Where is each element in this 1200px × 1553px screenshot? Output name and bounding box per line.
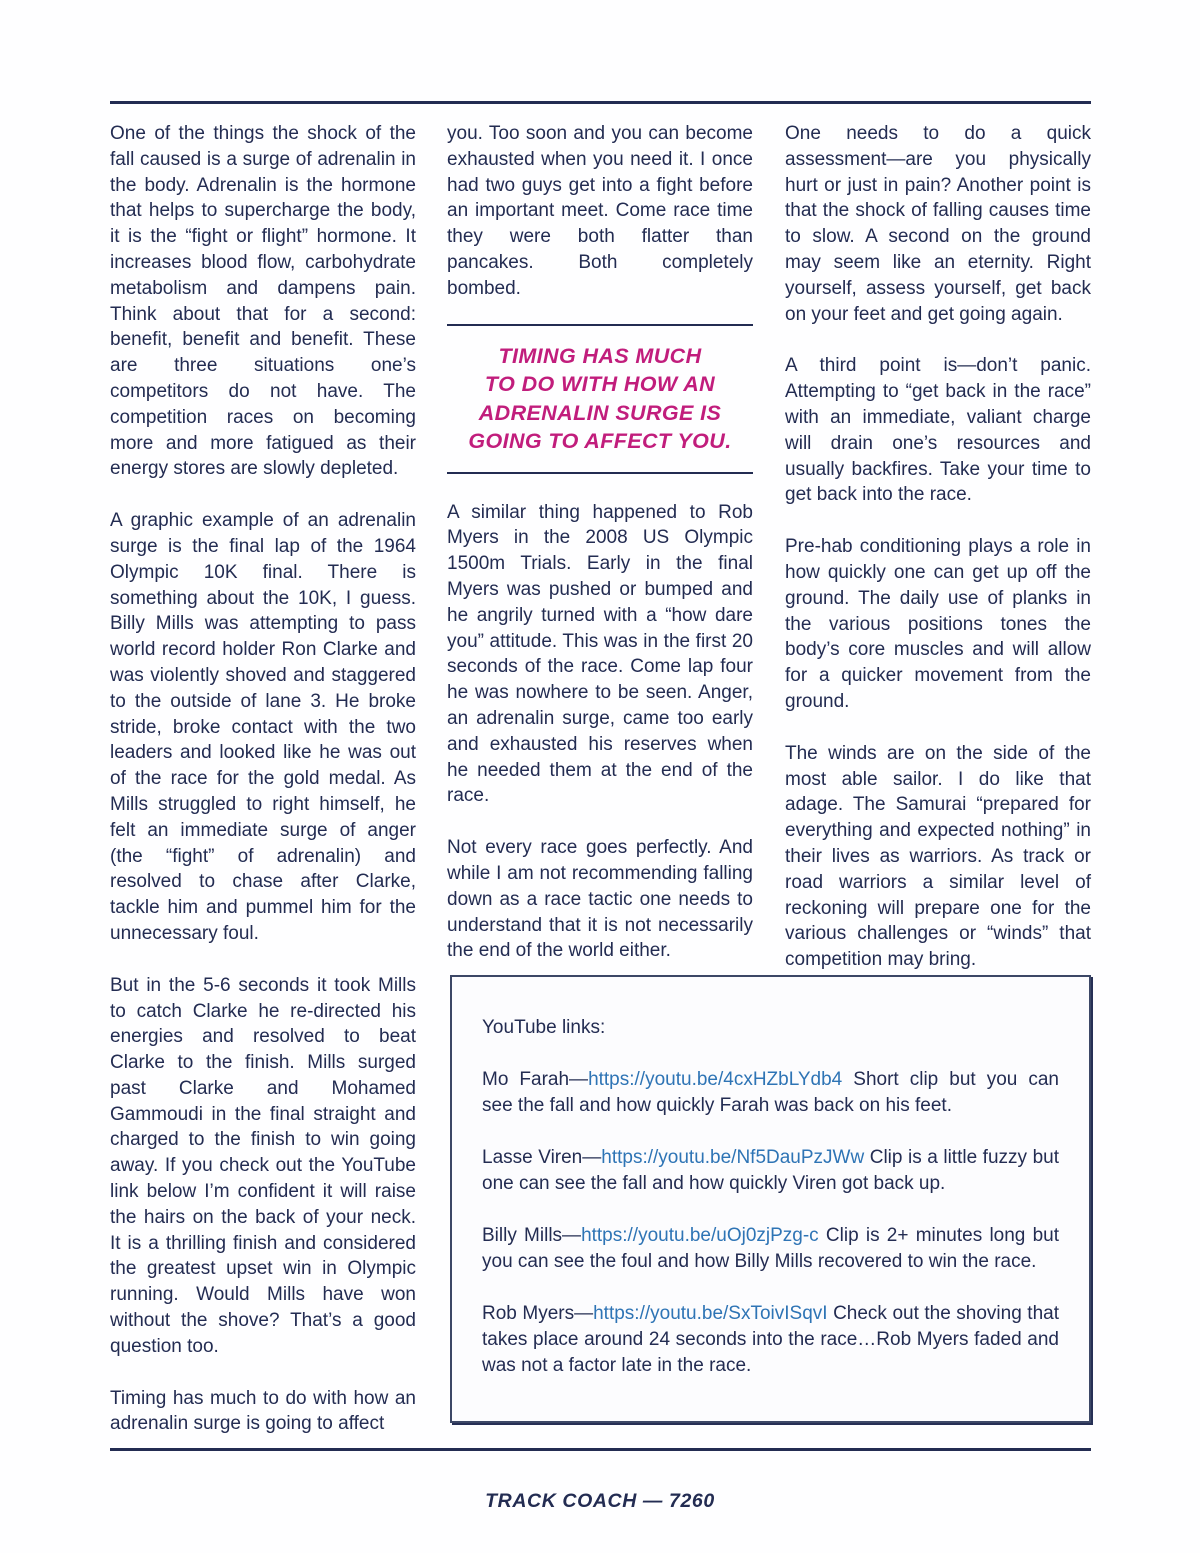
body-paragraph: But in the 5-6 seconds it took Mills to catch Clarke he re-directed his energies and resolved to beat Clarke to the finish. Mills surged past Clarke and Mohamed Gammoudi in the final straight and charged to the finish to win going away. If you check out the YouTube link below I’m confident it will raise the hairs on the back of your neck. It is a thrilling finish and considered the greatest upset win in Olympic running. Would Mills have won without the shove? That’s a good question too. <box>110 974 416 1357</box>
link-prefix: Rob Myers— <box>482 1303 594 1324</box>
link-description: Short clip but you can see the fall and how quickly Farah was back on his feet. <box>482 1069 1059 1116</box>
link-prefix: Billy Mills— <box>482 1225 582 1246</box>
pull-quote-rule-top <box>447 324 753 326</box>
body-paragraph: A third point is—don’t panic. Attempting to “get back in the race” with an immediate, valiant charge will drain one’s resources and usually backfires. Take your time to get back into the race. <box>785 355 1091 506</box>
body-paragraph: A similar thing happened to Rob Myers in the 2008 US Olympic 1500m Trials. Early in the final Myers was pushed or bumped and he angrily turned with a “how dare you” attitude. This was in the first 20 seconds of the race. Come lap four he was nowhere to be seen. Anger, an adrenalin surge, came too early and exhausted his reserves when he needed them at the end of the race. <box>447 501 753 807</box>
column-3 <box>785 121 1091 999</box>
pull-quote-line: TIMING HAS MUCH <box>498 343 702 368</box>
link-prefix: Lasse Viren— <box>482 1147 602 1168</box>
youtube-link-item <box>482 1145 1059 1197</box>
pull-quote-line: GOING TO AFFECT YOU. <box>468 429 732 454</box>
youtube-links-heading: YouTube links: <box>482 1017 606 1038</box>
body-paragraph: Not every race goes perfectly. And while I am not recommending falling down as a race tactic one needs to understand that it is not necessarily the end of the world either. <box>447 837 753 962</box>
pull-quote-line: ADRENALIN SURGE IS <box>478 400 722 425</box>
lasse-viren-link[interactable]: https://youtu.be/Nf5DauPzJWw <box>601 1147 865 1168</box>
body-paragraph: Timing has much to do with how an adrenalin surge is going to affect <box>110 1387 416 1435</box>
rob-myers-link[interactable]: https://youtu.be/SxToivISqvI <box>593 1303 828 1324</box>
pull-quote-rule-bottom <box>447 472 753 474</box>
body-paragraph: A graphic example of an adrenalin surge is the final lap of the 1964 Olympic 10K final. There is something about the 10K, I guess. Billy Mills was attempting to pass world record holder Ron Clarke and was violently shoved and staggered to the outside of lane 3. He broke stride, broke contact with the two leaders and looked like he was out of the race for the gold medal. As Mills struggled to right himself, he felt an immediate surge of anger (the “fight” of adrenalin) and resolved to chase after Clarke, tackle him and pummel him for the unnecessary foul. <box>110 510 416 944</box>
link-prefix: Mo Farah— <box>482 1069 589 1090</box>
column-1 <box>110 121 416 1463</box>
link-description: Clip is 2+ minutes long but you can see the foul and how Billy Mills recovered to win the race. <box>482 1225 1060 1272</box>
mo-farah-link[interactable]: https://youtu.be/4cxHZbLYdb4 <box>588 1069 843 1090</box>
youtube-link-item <box>482 1067 1059 1119</box>
page-footer: TRACK COACH — 7260 <box>485 1490 715 1512</box>
youtube-link-item <box>482 1223 1059 1275</box>
column-2 <box>447 121 753 990</box>
link-description: Check out the shoving that takes place around 24 seconds into the race…Rob Myers faded and was not a factor late in the race. <box>482 1303 1059 1376</box>
bottom-rule <box>110 1448 1091 1451</box>
top-rule <box>110 101 1091 104</box>
body-paragraph: The winds are on the side of the most able sailor. I do like that adage. The Samurai “prepared for everything and expected nothing” in their lives as warriors. As track or road warriors a similar level of reckoning will prepare one for the various challenges or “winds” that competition may bring. <box>785 742 1091 971</box>
body-paragraph: One needs to do a quick assessment—are you physically hurt or just in pain? Another point is that the shock of falling causes time to slow. A second on the ground may seem like an eternity. Right yourself, assess yourself, get back on your feet and get going again. <box>785 123 1091 325</box>
pull-quote-line: TO DO WITH HOW AN <box>484 372 716 397</box>
body-paragraph: you. Too soon and you can become exhausted when you need it. I once had two guys get into a fight before an important meet. Come race time they were both flatter than pancakes. Both completely bombed. <box>447 123 753 299</box>
body-paragraph: One of the things the shock of the fall caused is a surge of adrenalin in the body. Adrenalin is the hormone that helps to supercharge the body, it is the “fight or flight” hormone. It increases blood flow, carbohydrate metabolism and dampens pain. Think about that for a second: benefit, benefit and benefit. These are three situations one’s competitors do not have. The competition races on becoming more and more fatigued as their energy stores are slowly depleted. <box>110 123 416 480</box>
billy-mills-link[interactable]: https://youtu.be/uOj0zjPzg-c <box>581 1225 819 1246</box>
youtube-link-item <box>482 1301 1059 1379</box>
youtube-links-box <box>450 975 1091 1423</box>
link-description: Clip is a little fuzzy but one can see the fall and how quickly Viren got back up. <box>482 1147 1059 1194</box>
pull-quote <box>447 324 753 474</box>
body-paragraph: Pre-hab conditioning plays a role in how quickly one can get up off the ground. The daily use of planks in the various positions tones the body’s core muscles and will allow for a quicker movement from the ground. <box>785 536 1091 712</box>
